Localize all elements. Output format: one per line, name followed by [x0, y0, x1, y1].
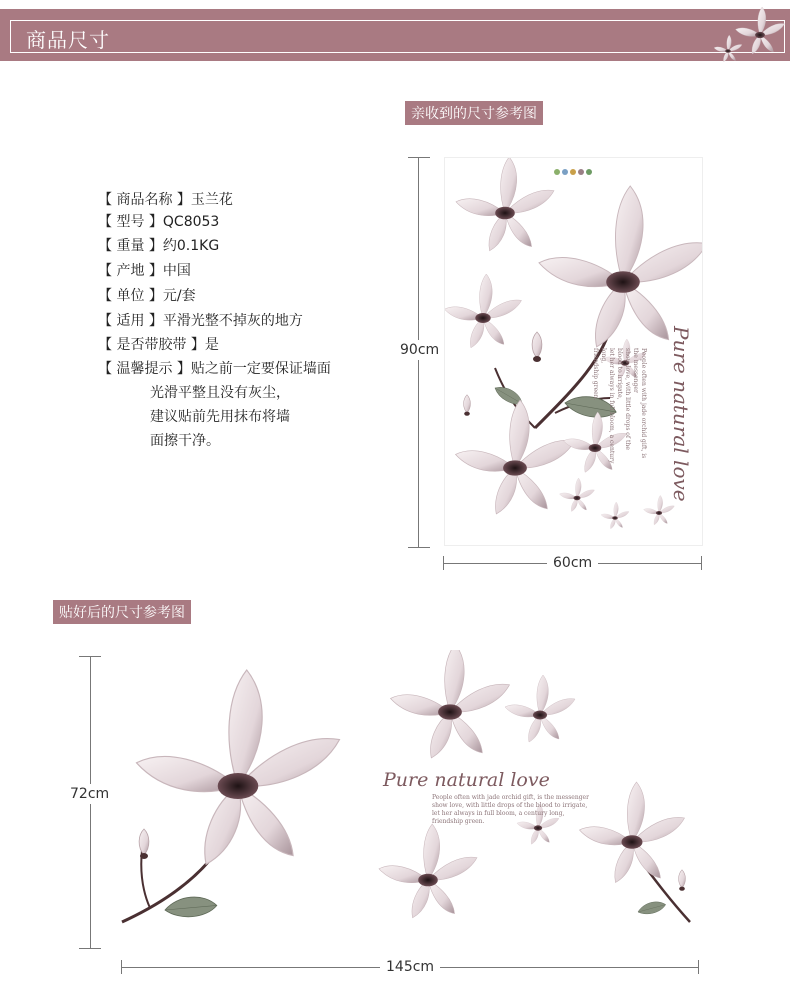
- info-tip-continued-1: 光滑平整且没有灰尘，: [150, 385, 290, 401]
- info-line-model: 【 型号 】QC8053: [98, 214, 220, 230]
- poem-line: friendship green.: [432, 818, 485, 825]
- poem-line: show love, with little drops of the blood to irrigate,: [616, 348, 631, 450]
- info-tip-continued-2: 建议贴前先用抹布将墙: [150, 409, 290, 425]
- info-line-origin: 【 产地 】中国: [98, 263, 191, 279]
- poem-line: let her always in full bloom, a century long,: [432, 810, 565, 817]
- applied-poem-text: [432, 794, 592, 826]
- width-dimension-tick-left: [443, 556, 444, 570]
- applied-height-label: 72cm: [70, 786, 110, 802]
- applied-width-tick-right: [698, 960, 699, 974]
- applied-script-title: Pure natural love: [383, 769, 550, 791]
- header-frame: [10, 20, 785, 53]
- info-tip-continued-3: 面擦干净。: [150, 433, 220, 449]
- poem-line: show love, with little drops of the blood to irrigate,: [432, 802, 588, 809]
- applied-size-tag: 贴好后的尺寸参考图: [53, 600, 191, 624]
- applied-height-tick-bottom: [79, 948, 101, 949]
- applied-height-tick-top: [79, 656, 101, 657]
- width-dimension-tick-right: [701, 556, 702, 570]
- poem-line: People often with jade orchid gift, is the messenger: [632, 348, 647, 459]
- magnolia-sheet-illustration: [445, 158, 702, 545]
- info-line-unit: 【 单位 】元/套: [98, 288, 196, 304]
- info-line-usage: 【 适用 】平滑光整不掉灰的地方: [98, 313, 303, 329]
- magnolia-flower-icon: [708, 3, 790, 73]
- info-line-tape: 【 是否带胶带 】是: [98, 337, 219, 353]
- poem-line: People often with jade orchid gift, is the messenger: [432, 794, 589, 801]
- info-line-weight: 【 重量 】约0.1KG: [98, 238, 220, 254]
- section-title: 商品尺寸: [26, 28, 110, 52]
- applied-width-label: 145cm: [380, 959, 440, 975]
- info-line-name: 【 商品名称 】玉兰花: [98, 192, 233, 208]
- poem-line: friendship green.: [592, 348, 599, 401]
- received-size-tag: 亲收到的尺寸参考图: [405, 101, 543, 125]
- height-dimension-label: 90cm: [400, 342, 440, 358]
- applied-wall-illustration: [110, 650, 710, 940]
- info-line-tip: 【 温馨提示 】贴之前一定要保证墙面: [98, 361, 331, 377]
- poem-line: let her always in full bloom, a century long,: [600, 348, 615, 464]
- received-product-sheet: [444, 157, 703, 546]
- width-dimension-label: 60cm: [547, 555, 598, 571]
- height-dimension-tick-top: [408, 157, 430, 158]
- script-title-vertical: Pure natural love: [669, 326, 693, 502]
- poem-text-vertical: [591, 348, 647, 468]
- applied-width-tick-left: [121, 960, 122, 974]
- height-dimension-tick-bottom: [408, 547, 430, 548]
